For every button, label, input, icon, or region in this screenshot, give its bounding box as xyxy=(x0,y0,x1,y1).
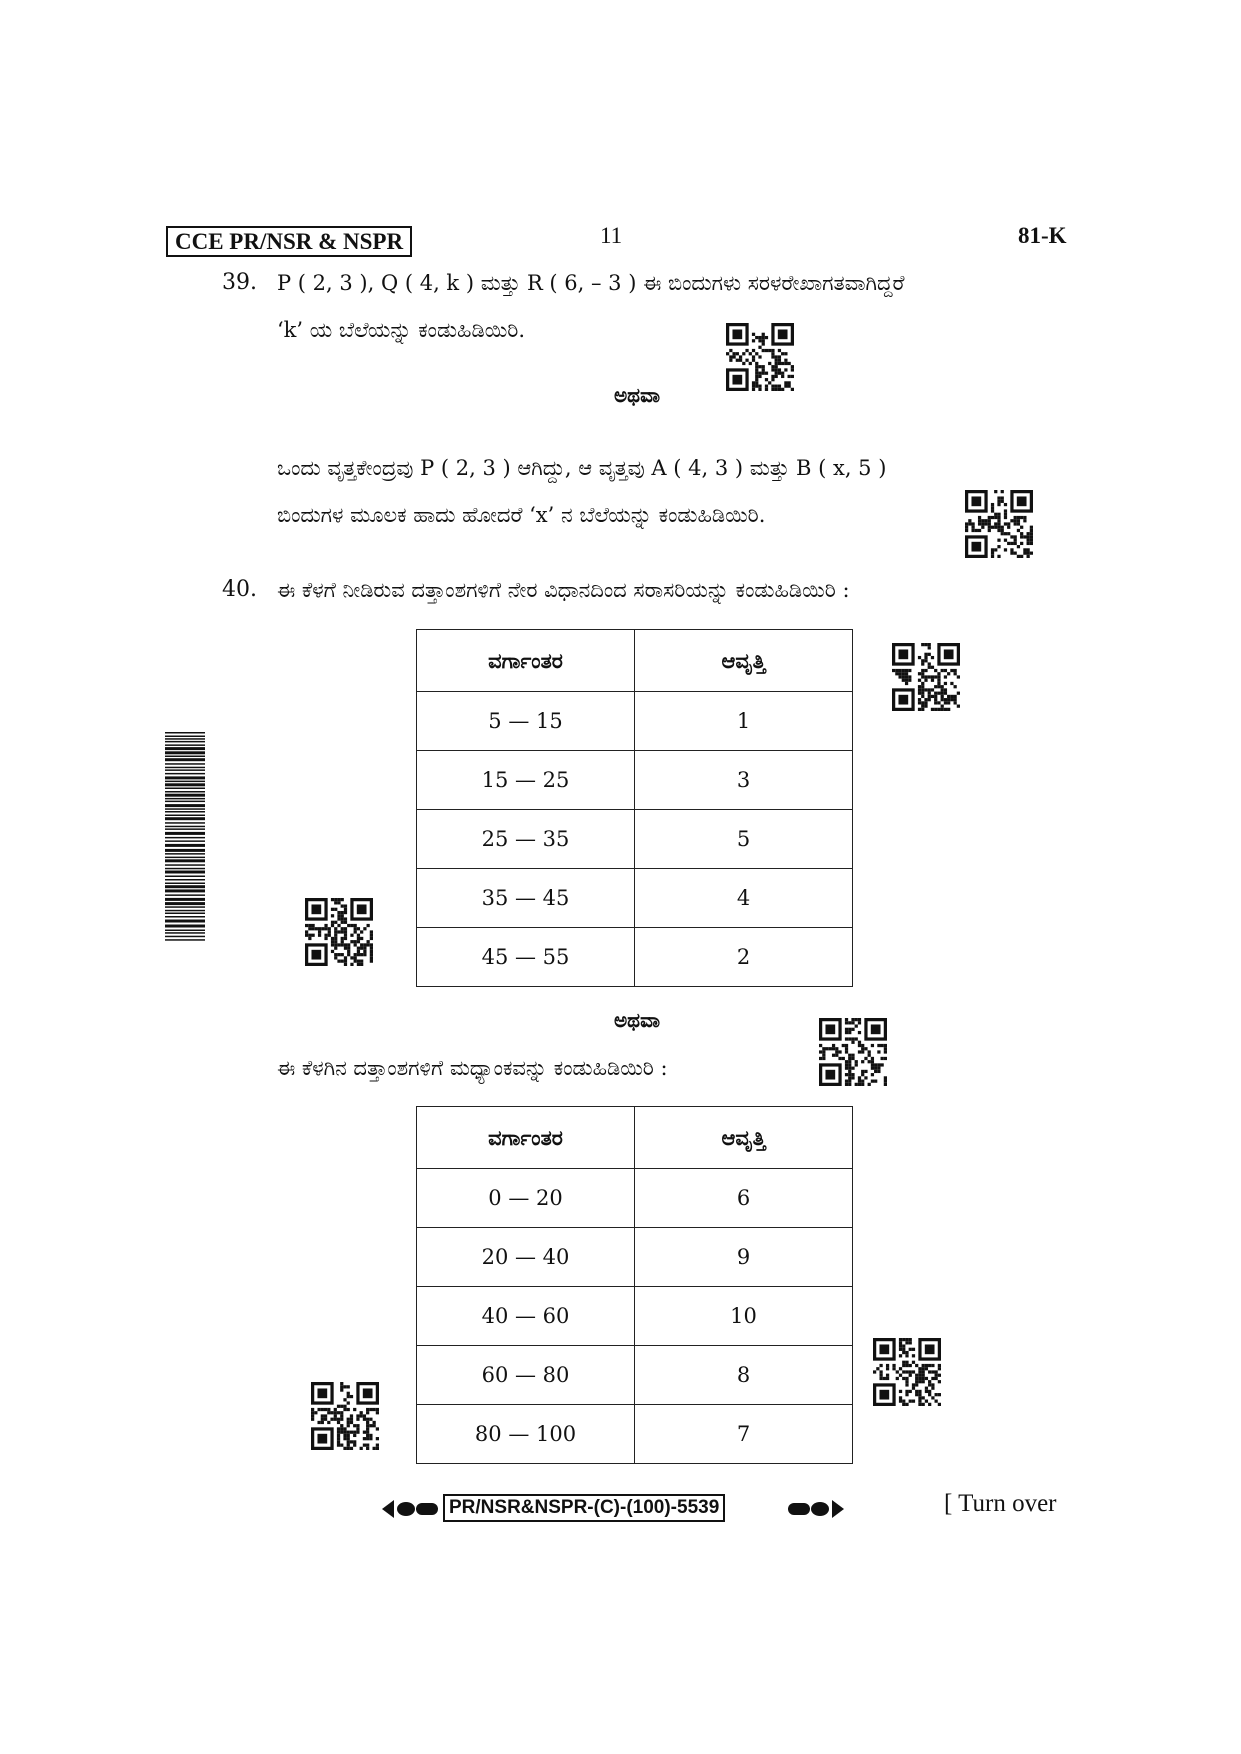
question-40-or-label: ಅಥವಾ xyxy=(614,1008,660,1032)
page-number: 11 xyxy=(600,223,623,248)
frequency-cell: 6 xyxy=(635,1169,853,1228)
mean-data-table xyxy=(416,629,853,987)
table-row xyxy=(417,869,853,928)
barcode-icon xyxy=(165,732,205,942)
qr-code-icon xyxy=(726,323,794,391)
class-interval-cell: 60 — 80 xyxy=(417,1346,635,1405)
left-ornament-icon xyxy=(380,1494,440,1524)
qr-code-icon xyxy=(873,1338,941,1406)
class-interval-header: ವರ್ಗಾಂತರ xyxy=(417,1107,635,1169)
table-row xyxy=(417,1346,853,1405)
frequency-cell: 5 xyxy=(635,810,853,869)
frequency-cell: 3 xyxy=(635,751,853,810)
frequency-header: ಆವೃತ್ತಿ xyxy=(635,630,853,692)
class-interval-cell: 25 — 35 xyxy=(417,810,635,869)
class-interval-cell: 80 — 100 xyxy=(417,1405,635,1464)
frequency-cell: 8 xyxy=(635,1346,853,1405)
class-interval-cell: 20 — 40 xyxy=(417,1228,635,1287)
footer-paper-code: PR/NSR&NSPR-(C)-(100)-5539 xyxy=(443,1494,725,1522)
question-40-number: 40. xyxy=(222,577,257,602)
frequency-cell: 7 xyxy=(635,1405,853,1464)
frequency-cell: 9 xyxy=(635,1228,853,1287)
paper-series-code: CCE PR/NSR & NSPR xyxy=(166,226,412,257)
table-row xyxy=(417,1287,853,1346)
qr-code-icon xyxy=(311,1382,379,1450)
frequency-header: ಆವೃತ್ತಿ xyxy=(635,1107,853,1169)
table-row xyxy=(417,1228,853,1287)
question-39-line-2: ‘k’ ಯ ಬೆಲೆಯನ್ನು ಕಂಡುಹಿಡಿಯಿರಿ. xyxy=(277,318,526,342)
question-39-line-1: P ( 2, 3 ), Q ( 4, k ) ಮತ್ತು R ( 6, – 3 ) ಈ ಬಿಂದುಗಳು ಸರಳರೇಖಾಗತವಾಗಿದ್ದರೆ xyxy=(277,271,905,295)
paper-code: 81-K xyxy=(1018,223,1067,248)
question-39-alt-line-2: ಬಿಂದುಗಳ ಮೂಲಕ ಹಾದು ಹೋದರೆ ‘x’ ನ ಬೆಲೆಯನ್ನು ಕಂಡುಹಿಡಿಯಿರಿ. xyxy=(277,503,766,527)
class-interval-cell: 40 — 60 xyxy=(417,1287,635,1346)
table-row xyxy=(417,1405,853,1464)
class-interval-cell: 35 — 45 xyxy=(417,869,635,928)
table-header-row xyxy=(417,1107,853,1169)
question-40-text: ಈ ಕೆಳಗೆ ನೀಡಿರುವ ದತ್ತಾಂಶಗಳಿಗೆ ನೇರ ವಿಧಾನದಿಂದ ಸರಾಸರಿಯನ್ನು ಕಂಡುಹಿಡಿಯಿರಿ : xyxy=(277,578,850,602)
table-header-row xyxy=(417,630,853,692)
right-ornament-icon xyxy=(786,1494,846,1524)
frequency-cell: 1 xyxy=(635,692,853,751)
table-row xyxy=(417,810,853,869)
class-interval-cell: 45 — 55 xyxy=(417,928,635,987)
table-row xyxy=(417,928,853,987)
qr-code-icon xyxy=(819,1018,887,1086)
class-interval-cell: 5 — 15 xyxy=(417,692,635,751)
table-row xyxy=(417,692,853,751)
frequency-cell: 2 xyxy=(635,928,853,987)
class-interval-cell: 15 — 25 xyxy=(417,751,635,810)
turn-over-note: [ Turn over xyxy=(944,1490,1057,1517)
table-row xyxy=(417,751,853,810)
class-interval-cell: 0 — 20 xyxy=(417,1169,635,1228)
question-39-alt-line-1: ಒಂದು ವೃತ್ತಕೇಂದ್ರವು P ( 2, 3 ) ಆಗಿದ್ದು, ಆ ವೃತ್ತವು A ( 4, 3 ) ಮತ್ತು B ( x, 5 ) xyxy=(277,456,887,480)
frequency-cell: 4 xyxy=(635,869,853,928)
question-39-number: 39. xyxy=(222,270,257,295)
median-data-table xyxy=(416,1106,853,1464)
qr-code-icon xyxy=(892,643,960,711)
question-39-or-label: ಅಥವಾ xyxy=(614,383,660,407)
qr-code-icon xyxy=(305,898,373,966)
frequency-cell: 10 xyxy=(635,1287,853,1346)
qr-code-icon xyxy=(965,490,1033,558)
question-40-alt-text: ಈ ಕೆಳಗಿನ ದತ್ತಾಂಶಗಳಿಗೆ ಮಧ್ಯಾಂಕವನ್ನು ಕಂಡುಹಿಡಿಯಿರಿ : xyxy=(277,1056,668,1080)
table-row xyxy=(417,1169,853,1228)
class-interval-header: ವರ್ಗಾಂತರ xyxy=(417,630,635,692)
